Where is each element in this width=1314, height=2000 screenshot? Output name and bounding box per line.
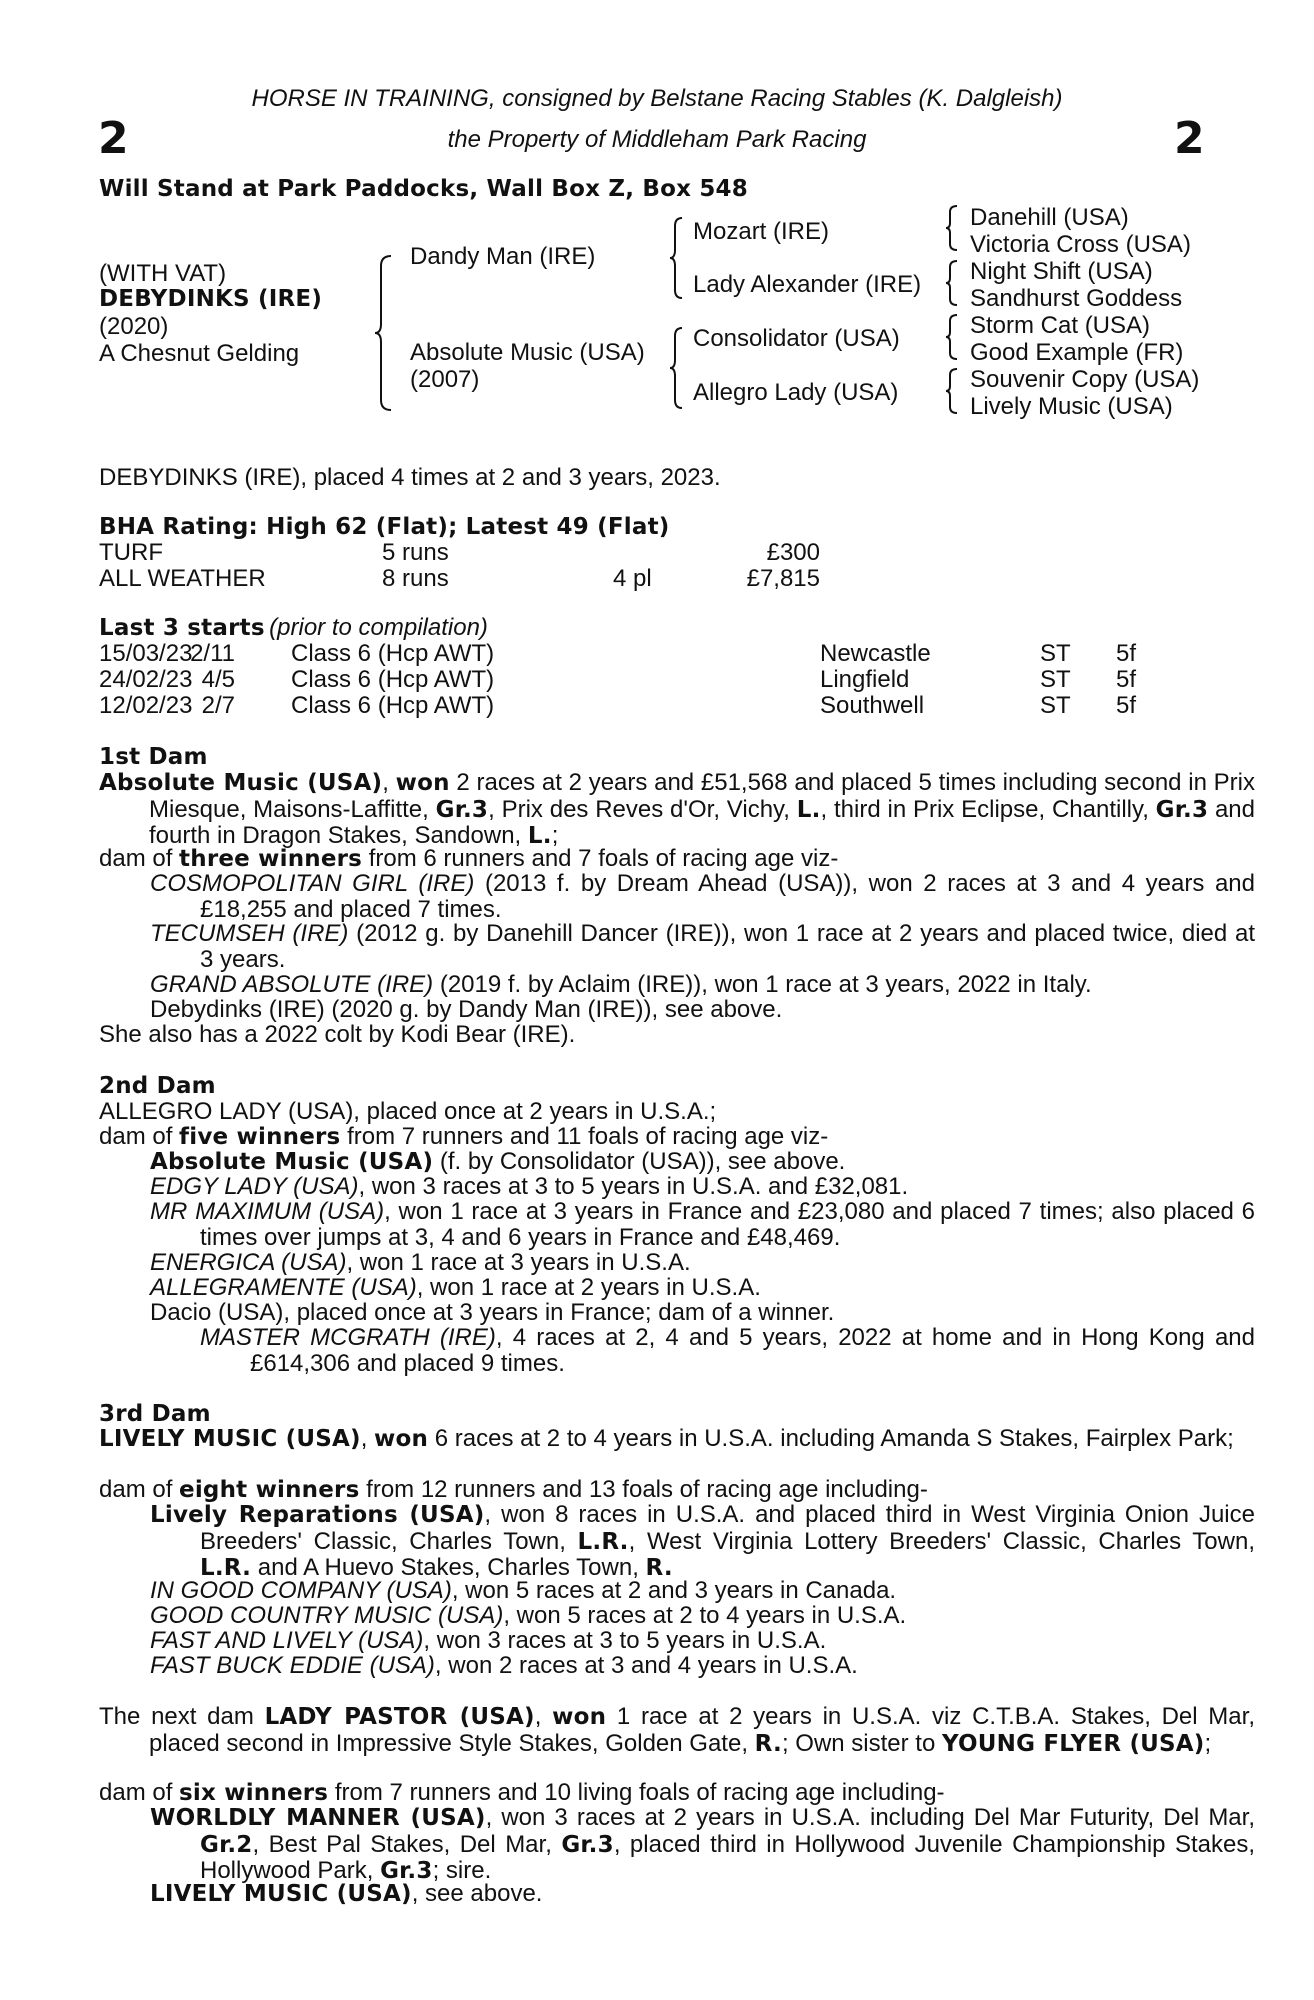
consignor-line: HORSE IN TRAINING, consigned by Belstane Racing Stables (K. Dalgleish) [251,85,1063,112]
dam3-name: LIVELY MUSIC (USA) [99,1426,361,1452]
listed-label: L. [796,796,821,823]
brace-main [373,254,395,412]
grade-label: Gr.3 [1155,796,1209,823]
dam1-won: won [395,770,450,796]
dam1-offspring-3 [150,972,1255,998]
grade-label: Gr.3 [435,796,489,823]
dam1-text: ; [551,822,559,849]
rating-runs: 8 runs [382,565,449,592]
pedigree-sire-sire: Mozart (IRE) [693,218,830,245]
dam1-text: 2 races at 2 years and £51,568 and placed 5 times including second in Prix Miesque, Maisons-Laffitte, [149,769,1255,823]
dam1-produce-line: dam of three winners from 6 runners and 7 foals of racing age viz- [99,845,839,872]
offspring-text: (2013 f. by Dream Ahead (USA)), won 2 races at 3 and 4 years and £18,255 and placed 7 times. [200,870,1255,923]
next-dam-name: LADY PASTOR (USA) [264,1704,535,1730]
dam3-record: LIVELY MUSIC (USA), won 6 races at 2 to 4 years in U.S.A. including Amanda S Stakes, Fairplex Park; [99,1425,1234,1452]
offspring-name: WORLDLY MANNER (USA) [150,1805,486,1831]
lot-number-left: 2 [98,113,129,164]
offspring-text: , 4 races at 2, 4 and 5 years, 2022 at home and in Hong Kong and £614,306 and placed 9 times. [250,1324,1255,1377]
start-row [0,667,1314,693]
start-going: ST [1040,692,1071,719]
dam3-offspring-1: Lively Reparations (USA), won 8 races in U.S.A. and placed third in West Virginia Onion Juice Breeders' Classic, Charles Town, L.R., West Virginia Lottery Breeders' Classic, Charles Town, L.R. and A Huevo Stakes, Charles Town, R. [150,1501,1255,1581]
last-starts-heading [99,615,488,641]
offspring-text: , won 1 race at 2 years in U.S.A. [416,1274,761,1301]
dam3-offspring-2 [150,1578,1255,1604]
offspring-name: ALLEGRAMENTE (USA) [150,1274,417,1301]
last-starts-note: (prior to compilation) [269,614,488,641]
rating-runs: 5 runs [382,539,449,566]
next-dam-record: The next dam LADY PASTOR (USA), won 1 race at 2 years in U.S.A. viz C.T.B.A. Stakes, Del Mar, placed second in Impressive Style Stakes, Golden Gate, R.; Own sister to YOUNG FLYER (USA); [99,1703,1255,1757]
pedigree-g1: Danehill (USA) [970,204,1129,231]
dam1-text: and fourth in Dragon Stakes, Sandown, [149,795,1256,849]
dam3-produce-line: dam of eight winners from 12 runners and 13 foals of racing age including- [99,1476,928,1503]
winners-count: eight winners [179,1477,360,1503]
offspring-text: , won 1 race at 3 years in France and £23,080 and placed 7 times; also placed 6 times over jumps at 3, 4 and 6 years in France and £48,469. [200,1198,1255,1251]
pedigree-g6: Good Example (FR) [970,339,1184,366]
grade-label: Gr.3 [561,1831,614,1858]
dam3-won: won [374,1426,429,1452]
dam2-offspring-1 [150,1149,1255,1176]
property-line: the Property of Middleham Park Racing [447,126,867,153]
brace-sire [668,216,686,300]
offspring-name: FAST AND LIVELY (USA) [150,1627,424,1654]
offspring-name: GRAND ABSOLUTE (IRE) [150,971,434,998]
start-row [0,641,1314,667]
start-going: ST [1040,666,1071,693]
start-going: ST [1040,640,1071,667]
dam1-heading: 1st Dam [99,744,208,770]
offspring-name: COSMOPOLITAN GIRL (IRE) [150,870,475,897]
pedigree-dam-dam: Allegro Lady (USA) [693,379,899,406]
offspring-text: (2019 f. by Aclaim (IRE)), won 1 race at 3 years, 2022 in Italy. [433,971,1092,998]
offspring-name: IN GOOD COMPANY (USA) [150,1577,452,1604]
pedigree-dam: Absolute Music (USA) [410,339,645,366]
winners-count: three winners [179,846,363,872]
offspring-text: , won 3 races at 3 to 5 years in U.S.A. [423,1627,827,1654]
start-course: Newcastle [820,640,931,667]
start-distance: 5f [1116,692,1137,719]
next-dam-produce-line: dam of six winners from 7 runners and 10 living foals of racing age including- [99,1779,945,1806]
offspring-text: , won 5 races at 2 and 3 years in Canada. [451,1577,897,1604]
dam2-grandoffspring-1 [200,1325,1255,1376]
offspring-name: ENERGICA (USA) [150,1249,347,1276]
brace-g2 [944,259,960,307]
lot-number-right: 2 [1174,113,1205,164]
start-date: 24/02/23 [99,666,193,693]
start-row [0,693,1314,719]
dam1-offspring-4: Debydinks (IRE) (2020 g. by Dandy Man (IRE)), see above. [150,996,783,1023]
horse-name: DEBYDINKS (IRE) [99,286,323,312]
grade-label: Gr.3 [380,1858,433,1884]
winners-count: six winners [179,1780,329,1806]
dam3-text: 6 races at 2 to 4 years in U.S.A. including Amanda S Stakes, Fairplex Park; [428,1425,1234,1452]
bha-rating-heading: BHA Rating: High 62 (Flat); Latest 49 (Flat) [99,514,670,540]
pedigree-g4: Sandhurst Goddess [970,285,1183,312]
start-race: Class 6 (Hcp AWT) [291,640,495,667]
start-date: 15/03/23 [99,640,193,667]
rating-surface: ALL WEATHER [99,565,266,592]
dam1-offspring-1 [150,871,1255,922]
rating-surface: TURF [99,539,163,566]
winners-count: five winners [179,1124,341,1150]
offspring-name: MR MAXIMUM (USA) [150,1198,385,1225]
dam1-text: , third in Prix Eclipse, Chantilly, [820,795,1156,823]
dam2-offspring-2 [150,1174,1255,1200]
dam3-offspring-4 [150,1628,1255,1654]
rating-earnings: £300 [766,539,820,566]
dam1-record: Absolute Music (USA), won 2 races at 2 years and £51,568 and placed 5 times including second in Prix Miesque, Maisons-Laffitte, Gr.3, Prix des Reves d'Or, Vichy, L., third in Prix Eclipse, Chantilly, Gr.3 and fourth in Dragon Stakes, Sandown, L.; [99,769,1256,849]
dam2-offspring-4 [150,1250,1255,1276]
dam1-text: , Prix des Reves d'Or, Vichy, [488,795,797,823]
brace-g3 [944,313,960,361]
pedigree-sire: Dandy Man (IRE) [410,243,596,270]
start-position: 4/5 [201,666,235,693]
next-dam-offspring-2 [150,1881,1205,1908]
pedigree-dam-sire: Consolidator (USA) [693,325,900,352]
pedigree-g2: Victoria Cross (USA) [970,231,1191,258]
dam2-heading: 2nd Dam [99,1073,216,1099]
offspring-name: EDGY LADY (USA) [150,1173,359,1200]
start-distance: 5f [1116,666,1137,693]
horse-year: (2020) [99,313,169,340]
next-dam-won: won [552,1704,607,1730]
pedigree-g8: Lively Music (USA) [970,393,1173,420]
dam2-offspring-5 [150,1275,1255,1301]
offspring-text: (2012 g. by Danehill Dancer (IRE)), won 1 race at 2 years and placed twice, died at 3 years. [200,920,1255,973]
race-summary: DEBYDINKS (IRE), placed 4 times at 2 and 3 years, 2023. [99,464,721,491]
start-position: 2/7 [201,692,235,719]
dam2-produce-line: dam of five winners from 7 runners and 11 foals of racing age viz- [99,1123,829,1150]
dam3-offspring-5 [150,1653,1255,1679]
dam2-offspring-3 [150,1199,1255,1250]
start-race: Class 6 (Hcp AWT) [291,666,495,693]
dam1-offspring-2 [150,921,1255,972]
start-distance: 5f [1116,640,1137,667]
restricted-label: R. [645,1555,673,1581]
dam1-also: She also has a 2022 colt by Kodi Bear (IRE). [99,1021,576,1048]
start-race: Class 6 (Hcp AWT) [291,692,495,719]
vat-note: (WITH VAT) [99,260,227,287]
stand-location: Will Stand at Park Paddocks, Wall Box Z, Box 548 [99,176,748,202]
offspring-name: GOOD COUNTRY MUSIC (USA) [150,1602,504,1629]
sister-name: YOUNG FLYER (USA) [941,1730,1205,1757]
offspring-name: Lively Reparations (USA) [150,1502,485,1528]
dam3-heading: 3rd Dam [99,1401,211,1427]
listed-label: L.R. [200,1555,252,1581]
offspring-name: MASTER MCGRATH (IRE) [200,1324,496,1351]
offspring-name: TECUMSEH (IRE) [150,920,349,947]
pedigree-sire-dam: Lady Alexander (IRE) [693,271,922,298]
brace-dam [668,326,686,410]
offspring-text: , won 1 race at 3 years in U.S.A. [346,1249,691,1276]
offspring-text: , won 2 races at 3 and 4 years in U.S.A. [434,1652,858,1679]
offspring-name: FAST BUCK EDDIE (USA) [150,1652,435,1679]
listed-label: L.R. [577,1528,629,1555]
listed-label: L. [527,823,552,849]
pedigree-g3: Night Shift (USA) [970,258,1153,285]
dam3-offspring-3 [150,1603,1255,1629]
dam2-record: ALLEGRO LADY (USA), placed once at 2 years in U.S.A.; [99,1098,717,1125]
rating-row [0,566,1314,592]
rating-row [0,540,1314,566]
pedigree-g5: Storm Cat (USA) [970,312,1151,339]
rating-placed: 4 pl [613,565,652,592]
offspring-text: , won 5 races at 2 to 4 years in U.S.A. [503,1602,907,1629]
horse-description: A Chesnut Gelding [99,340,300,367]
next-dam-offspring-1: WORLDLY MANNER (USA), won 3 races at 2 years in U.S.A. including Del Mar Futurity, Del Mar, Gr.2, Best Pal Stakes, Del Mar, Gr.3, placed third in Hollywood Juvenile Championship Stakes, Hollywood Park, Gr.3; sire. [150,1804,1255,1884]
offspring-name: Absolute Music (USA) [150,1149,434,1175]
offspring-text: , see above. [411,1880,543,1907]
start-position: 2/11 [190,640,235,667]
grade-label: Gr.2 [200,1831,253,1858]
pedigree-g7: Souvenir Copy (USA) [970,366,1200,393]
brace-g4 [944,367,960,415]
pedigree-dam-year: (2007) [410,366,480,393]
brace-g1 [944,204,960,252]
start-course: Lingfield [820,666,910,693]
restricted-label: R. [754,1730,782,1757]
start-course: Southwell [820,692,925,719]
dam1-name: Absolute Music (USA) [99,770,383,796]
offspring-text: , won 3 races at 3 to 5 years in U.S.A. and £32,081. [358,1173,909,1200]
start-date: 12/02/23 [99,692,193,719]
offspring-text: (f. by Consolidator (USA)), see above. [433,1148,846,1175]
offspring-name: LIVELY MUSIC (USA) [150,1881,412,1907]
rating-earnings: £7,815 [746,565,820,592]
dam2-offspring-6: Dacio (USA), placed once at 3 years in France; dam of a winner. [150,1299,835,1326]
last-starts-title: Last 3 starts [99,615,265,641]
